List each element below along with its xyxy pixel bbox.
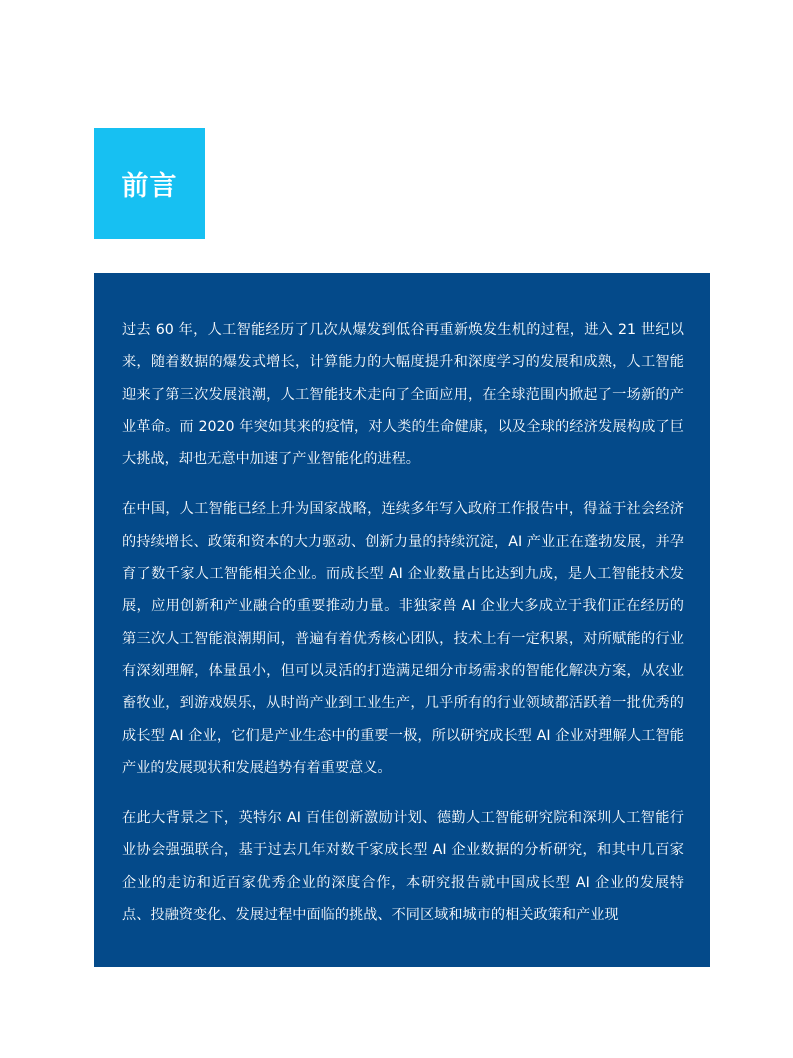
section-title: 前言 xyxy=(121,171,178,202)
paragraph-1: 过去 60 年，人工智能经历了几次从爆发到低谷再重新焕发生机的过程，进入 21 世纪以来，随着数据的爆发式增长，计算能力的大幅度提升和深度学习的发展和成熟，人工智能迎来了第三次发展浪潮，人工智能技术走向了全面应用，在全球范围内掀起了一场新的产业革命。而 2020 年突如其来的疫情，对人类的生命健康，以及全球的经济发展构成了巨大挑战，却也无意中加速了产业智能化的进程。 xyxy=(122,322,684,468)
preface-content-panel xyxy=(94,273,710,967)
paragraph-2: 在中国，人工智能已经上升为国家战略，连续多年写入政府工作报告中，得益于社会经济的持续增长、政策和资本的大力驱动、创新力量的持续沉淀，AI 产业正在蓬勃发展，并孕育了数千家人工智能相关企业。而成长型 AI 企业数量占比达到九成，是人工智能技术发展，应用创新和产业融合的重要推动力量。非独家兽 AI 企业大多成立于我们正在经历的第三次人工智能浪潮期间，普遍有着优秀核心团队，技术上有一定积累，对所赋能的行业有深刻理解，体量虽小，但可以灵活的打造满足细分市场需求的智能化解决方案，从农业畜牧业，到游戏娱乐，从时尚产业到工业生产，几乎所有的行业领域都活跃着一批优秀的成长型 AI 企业，它们是产业生态中的重要一极，所以研究成长型 AI 企业对理解人工智能产业的发展现状和发展趋势有着重要意义。 xyxy=(122,501,684,776)
paragraph-3: 在此大背景之下，英特尔 AI 百佳创新激励计划、德勤人工智能研究院和深圳人工智能行业协会强强联合，基于过去几年对数千家成长型 AI 企业数据的分析研究，和其中几百家企业的走访和近百家优秀企业的深度合作，本研究报告就中国成长型 AI 企业的发展特点、投融资变化、发展过程中面临的挑战、不同区域和城市的相关政策和产业现 xyxy=(122,810,684,924)
section-title-block xyxy=(94,128,205,239)
